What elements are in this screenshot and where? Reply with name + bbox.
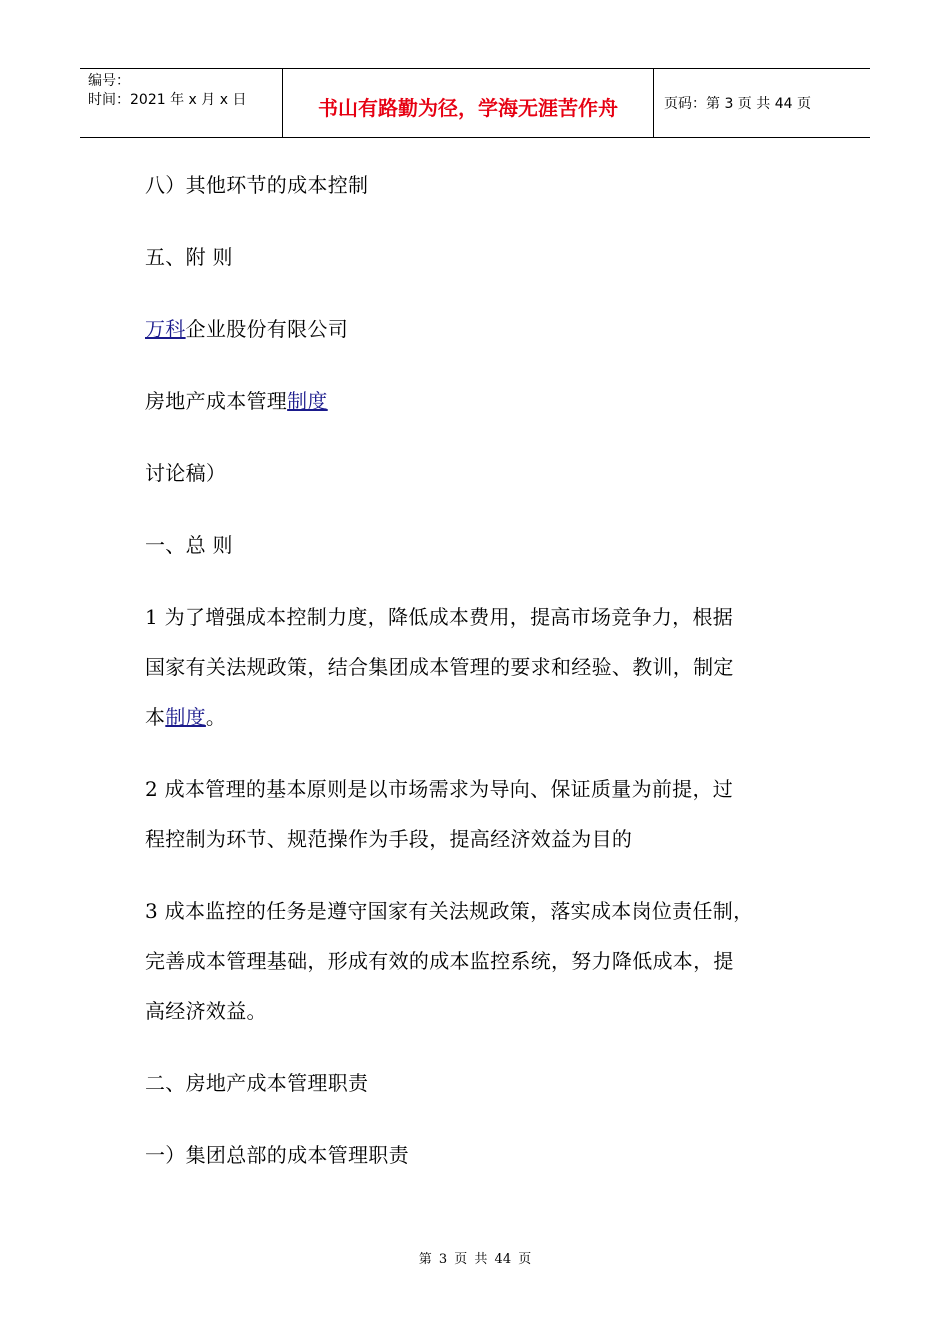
company-name-line	[145, 319, 348, 339]
paragraph-3-line-1: 3 成本监控的任务是遵守国家有关法规政策，落实成本岗位责任制，	[145, 899, 754, 923]
regulation-link[interactable]: 制度	[287, 389, 328, 413]
subsection-heading-hq: 一）集团总部的成本管理职责	[145, 1143, 409, 1167]
header-motto: 书山有路勤为径，学海无涯苦作舟	[282, 69, 654, 137]
document-title-text: 房地产成本管理	[145, 389, 288, 413]
regulation-link-2[interactable]: 制度	[165, 705, 206, 729]
document-title-line	[145, 391, 328, 411]
paragraph-1-prefix: 本	[145, 705, 166, 729]
vanke-link[interactable]: 万科	[145, 317, 186, 341]
paragraph-3-line-2: 完善成本管理基础，形成有效的成本监控系统，努力降低成本，提	[145, 949, 734, 973]
draft-note: 讨论稿）	[145, 461, 227, 485]
header-meta	[80, 69, 282, 137]
paragraph-1-line-2: 国家有关法规政策，结合集团成本管理的要求和经验、教训，制定	[145, 655, 734, 679]
paragraph-2-line-2: 程控制为环节、规范操作为手段，提高经济效益为目的	[145, 827, 633, 851]
paragraph-2-line-1: 2 成本管理的基本原则是以市场需求为导向、保证质量为前提，过	[145, 777, 734, 801]
paragraph-1-suffix: 。	[205, 705, 227, 729]
company-name-rest: 企业股份有限公司	[185, 317, 349, 341]
document-time-label: 时间：2021 年 x 月 x 日	[88, 92, 247, 108]
paragraph-1-line-1: 1 为了增强成本控制力度，降低成本费用，提高市场竞争力，根据	[145, 605, 734, 629]
section-heading-general: 一、总 则	[145, 533, 233, 557]
header-page-info: 页码：第 3 页 共 44 页	[664, 96, 811, 112]
document-number-label: 编号：	[88, 73, 130, 89]
section-heading-appendix: 五、附 则	[145, 245, 233, 269]
paragraph-1-line-3	[145, 707, 226, 727]
section-heading-other-links: 八）其他环节的成本控制	[145, 173, 369, 197]
page-header	[80, 68, 870, 138]
paragraph-3-line-3: 高经济效益。	[145, 999, 267, 1023]
page-footer: 第 3 页 共 44 页	[418, 1252, 532, 1267]
section-heading-responsibilities: 二、房地产成本管理职责	[145, 1071, 369, 1095]
